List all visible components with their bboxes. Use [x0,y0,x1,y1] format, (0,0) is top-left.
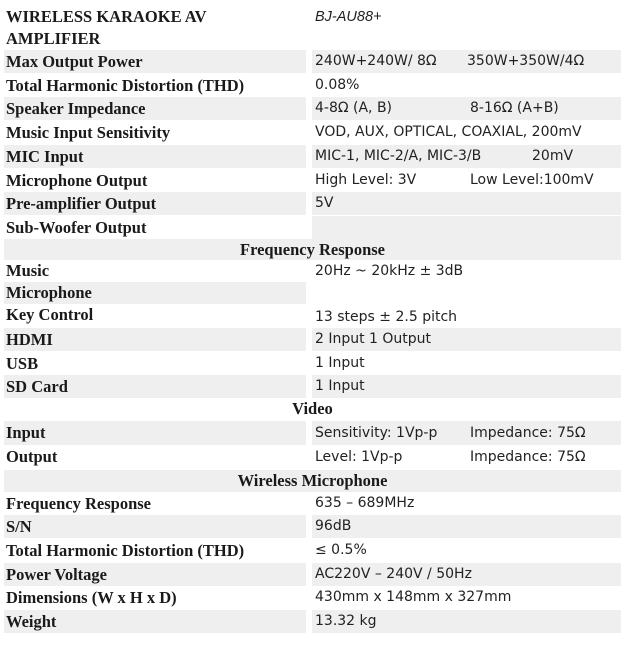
title-line-1: WIRELESS KARAOKE AV [6,7,207,26]
model-name: BJ-AU88+ [315,9,382,25]
spec-value-cell [312,352,621,375]
section-heading: Frequency Response [4,239,621,260]
spec-row [4,169,621,192]
spec-value-2: Impedance: 75Ω [470,425,586,441]
spec-value-cell [312,304,621,328]
spec-label: Power Voltage [4,563,306,586]
spec-value-cell [312,50,621,73]
spec-value-2: Low Level:100mV [470,172,594,188]
spec-value-cell [312,97,621,120]
spec-value: 13 steps ± 2.5 pitch [315,309,458,325]
spec-value-cell [312,328,621,351]
spec-value: 635 – 689MHz [315,495,415,511]
spec-label: Output [6,447,58,466]
spec-value: MIC-1, MIC-2/A, MIC-3/B [315,148,482,164]
spec-value-cell [312,74,621,97]
spec-value-cell [312,216,621,239]
spec-row [4,421,621,445]
spec-row [4,216,621,239]
spec-label: Max Output Power [4,50,306,73]
spec-row [4,97,621,120]
spec-value-2: 350W+350W/4Ω [467,53,585,69]
spec-value-cell [312,445,621,469]
spec-row [4,121,621,144]
spec-row [4,352,621,375]
spec-row [4,375,621,398]
spec-value-cell [312,121,621,144]
spec-value: 240W+240W/ 8Ω [315,53,437,69]
spec-value: VOD, AUX, OPTICAL, COAXIAL, 200mV [315,124,582,140]
spec-label: Music [6,261,50,280]
spec-label: USB [6,354,39,373]
spec-label: MIC Input [4,145,306,168]
spec-row [4,563,621,586]
spec-label: Music Input Sensitivity [6,123,171,142]
spec-value: 13.32 kg [315,613,377,629]
spec-value: High Level: 3V [315,172,417,188]
spec-row [4,50,621,73]
spec-label: Sub-Woofer Output [6,218,147,237]
spec-value-cell [312,515,621,538]
spec-row [4,328,621,351]
spec-label: Frequency Response [6,494,151,513]
header-title [4,6,306,50]
spec-value: 1 Input [315,355,365,371]
spec-row [4,74,621,97]
spec-label: HDMI [4,328,306,351]
spec-label: Key Control [6,305,94,324]
spec-value: 5V [315,195,334,211]
spec-row [4,492,621,515]
spec-value-cell [312,282,621,304]
spec-label: Pre-amplifier Output [4,192,306,215]
spec-value-cell [312,586,621,609]
spec-label: SD Card [4,375,306,398]
spec-value-cell [312,539,621,562]
spec-label: Input [4,421,306,445]
spec-label: S/N [4,515,306,538]
section-heading: Wireless Microphone [4,470,621,492]
spec-value: 430mm x 148mm x 327mm [315,589,512,605]
spec-row [4,304,621,328]
spec-value-cell [312,492,621,515]
spec-value: Sensitivity: 1Vp-p [315,425,438,441]
spec-row [4,515,621,538]
spec-value-2: 8-16Ω (A+B) [470,100,559,116]
spec-value-2: 20mV [532,148,574,164]
spec-value: 20Hz ~ 20kHz ± 3dB [315,263,464,279]
spec-label: Weight [4,610,306,633]
spec-value-cell [312,421,621,445]
spec-value-cell [312,563,621,586]
spec-value: 4-8Ω (A, B) [315,100,393,116]
spec-value: 1 Input [315,378,365,394]
spec-label: Total Harmonic Distortion (THD) [6,541,245,560]
spec-row [4,192,621,215]
spec-row [4,610,621,633]
header-row [4,6,621,50]
spec-value: AC220V – 240V / 50Hz [315,566,472,582]
spec-value-cell [312,375,621,398]
section-heading: Video [292,399,333,418]
spec-row [4,539,621,562]
spec-row [4,145,621,168]
spec-row [4,445,621,469]
spec-value: 0.08% [315,77,360,93]
spec-label: Speaker Impedance [4,97,306,120]
spec-row [4,282,621,304]
spec-value-2: Impedance: 75Ω [470,449,586,465]
spec-value: 2 Input 1 Output [315,331,432,347]
spec-label: Microphone Output [6,171,148,190]
title-line-2: AMPLIFIER [6,29,101,48]
spec-row [4,586,621,609]
spec-value: Level: 1Vp-p [315,449,403,465]
spec-value-cell [312,145,621,168]
spec-row [4,260,621,282]
spec-value-cell [312,169,621,192]
spec-value-cell [312,260,621,282]
spec-label: Total Harmonic Distortion (THD) [6,76,245,95]
spec-label: Microphone [4,282,306,304]
spec-value: 96dB [315,518,352,534]
spec-value: ≤ 0.5% [315,542,367,558]
spec-label: Dimensions (W x H x D) [6,588,177,607]
spec-value-cell [312,610,621,633]
spec-value-cell [312,192,621,215]
